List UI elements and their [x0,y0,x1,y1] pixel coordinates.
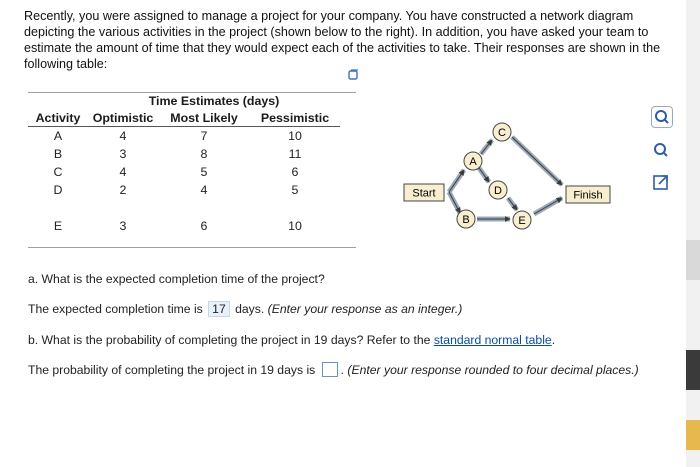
table-row [28,217,340,235]
activity-cell: D [53,183,63,197]
answer-b-hint: (Enter your response rounded to four decimal places.) [347,363,639,377]
answer-a-suffix: days. [235,302,265,316]
most-likely-cell: 4 [200,183,208,197]
activity-cell: B [53,147,63,161]
pessimistic-cell: 11 [288,147,302,161]
table-row [28,163,340,181]
most-likely-cell: 5 [200,165,208,179]
zoom-out-icon[interactable] [651,140,671,160]
adjacent-panel-edge [686,0,700,467]
copy-icon[interactable] [348,69,360,81]
node-e-label: E [518,215,526,227]
open-external-icon[interactable] [651,172,671,192]
table-row [28,145,340,163]
finish-label: Finish [573,189,603,202]
probability-input[interactable] [322,362,338,377]
answer-b-line [28,362,639,377]
activity-cell: E [53,219,63,233]
most-likely-cell: 6 [200,219,208,233]
optimistic-cell: 3 [119,147,127,161]
node-c-label: C [498,127,506,139]
network-diagram [400,110,620,240]
start-label: Start [412,187,436,200]
time-estimates-table [28,92,340,235]
adjacent-panel-block [686,240,700,280]
question-a: a. What is the expected completion time of the project? [28,272,325,286]
col-pessimistic: Pessimistic [260,110,330,125]
answer-a-line [28,301,462,317]
adjacent-panel-block [686,350,700,390]
table-row [28,127,340,146]
pessimistic-cell: 10 [288,219,302,233]
pessimistic-cell: 5 [291,183,299,197]
col-most-likely: Most Likely [170,110,238,125]
activity-cell: C [53,165,63,179]
question-b-end: . [551,333,556,347]
most-likely-cell: 8 [200,147,208,161]
answer-a-value[interactable]: 17 [208,301,230,317]
node-b-label: B [462,214,470,226]
most-likely-cell: 7 [200,129,208,143]
adjacent-panel-block [686,420,700,450]
col-activity: Activity [35,110,81,125]
optimistic-cell: 3 [119,219,127,233]
pessimistic-cell: 10 [288,129,302,143]
optimistic-cell: 4 [119,165,127,179]
standard-normal-table-link[interactable]: standard normal table [433,333,552,347]
answer-b-prefix: The probability of completing the project in 19 days is [28,363,316,377]
pessimistic-cell: 6 [291,165,299,179]
answer-a-prefix: The expected completion time is [28,302,203,316]
table-row [28,181,340,199]
problem-intro: Recently, you were assigned to manage a project for your company. You have constructed a network diagram depicting the various activities in the project (shown below to the right). In addition, you have asked your team to estimate the amount of time that they would expect each of the activities to take. Their responses are shown in the following table: [24,9,661,71]
node-a-label: A [469,156,477,168]
question-b-text: b. What is the probability of completing the project in 19 days? Refer to the [28,333,431,347]
answer-b-dot: . [340,363,345,377]
zoom-in-icon[interactable] [651,106,673,128]
optimistic-cell: 4 [119,129,127,143]
activity-cell: A [53,129,63,143]
answer-a-hint: (Enter your response as an integer.) [267,302,463,316]
col-optimistic: Optimistic [92,110,154,125]
time-estimates-header: Time Estimates (days) [148,93,280,108]
table-bottom-divider [28,247,356,248]
question-b [28,333,555,347]
node-d-label: D [494,185,502,197]
optimistic-cell: 2 [119,183,127,197]
